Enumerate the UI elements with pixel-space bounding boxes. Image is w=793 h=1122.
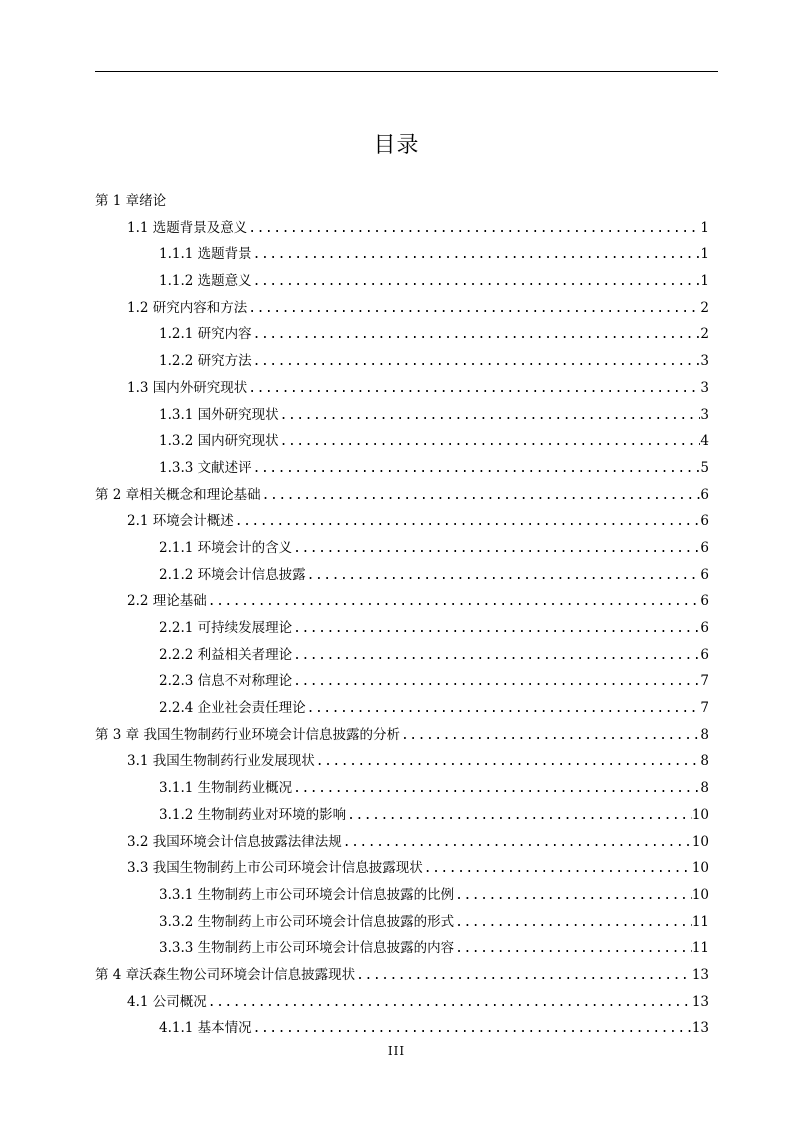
toc-entry-page-number: 8 — [700, 753, 709, 770]
dot-leader — [292, 776, 700, 802]
toc-entry-page-number: 2 — [700, 299, 709, 316]
dot-leader — [454, 910, 692, 936]
toc-entry-title: 2.1.1 环境会计的含义 — [159, 539, 293, 556]
toc-entry[interactable] — [95, 241, 709, 268]
dot-leader — [279, 429, 701, 455]
toc-entry-title: 3.1 我国生物制药行业发展现状 — [127, 753, 315, 770]
toc-entry[interactable] — [95, 829, 709, 856]
table-of-contents — [95, 188, 709, 1042]
dot-leader — [252, 456, 701, 482]
toc-entry[interactable] — [95, 375, 709, 402]
toc-entry-page-number: 10 — [691, 886, 709, 903]
toc-entry[interactable] — [95, 642, 709, 669]
toc-entry-title: 3.3.2 生物制药上市公司环境会计信息披露的形式 — [159, 913, 455, 930]
toc-entry[interactable] — [95, 695, 709, 722]
toc-entry[interactable] — [95, 588, 709, 615]
toc-entry[interactable] — [95, 215, 709, 242]
toc-entry-title: 3.3 我国生物制药上市公司环境会计信息披露现状 — [127, 860, 423, 877]
dot-leader — [454, 936, 692, 962]
toc-entry[interactable] — [95, 455, 709, 482]
dot-leader — [400, 723, 700, 749]
dot-leader — [292, 616, 700, 642]
toc-entry-page-number: 6 — [700, 593, 709, 610]
toc-entry-page-number: 1 — [700, 219, 709, 236]
toc-entry-title: 3.2 我国环境会计信息披露法律法规 — [127, 833, 342, 850]
toc-entry[interactable] — [95, 268, 709, 295]
toc-entry-title: 2.2.2 利益相关者理论 — [159, 646, 293, 663]
toc-entry-title: 2.1 环境会计概述 — [127, 513, 234, 530]
dot-leader — [279, 403, 701, 429]
toc-entry-title: 2.2.1 可持续发展理论 — [159, 620, 293, 636]
dot-leader — [252, 1016, 692, 1042]
toc-entry[interactable] — [95, 402, 709, 429]
toc-entry[interactable] — [95, 802, 709, 829]
toc-entry-page-number: 3 — [700, 406, 709, 423]
dot-leader — [252, 269, 701, 295]
toc-entry-page-number: 7 — [700, 700, 709, 717]
toc-entry-title: 3.1.1 生物制药业概况 — [159, 780, 293, 797]
dot-leader — [342, 830, 692, 856]
toc-entry-page-number: 2 — [700, 326, 709, 343]
dot-leader — [292, 536, 700, 562]
toc-entry-page-number: 6 — [700, 486, 709, 503]
toc-entry[interactable] — [95, 748, 709, 775]
dot-leader — [315, 749, 701, 775]
toc-entry-page-number: 3 — [700, 379, 709, 396]
toc-entry-title: 4.1.1 基本情况 — [159, 1020, 252, 1037]
toc-entry-page-number: 13 — [691, 966, 709, 983]
toc-entry[interactable] — [95, 562, 709, 589]
toc-entry-page-number: 8 — [700, 726, 709, 743]
toc-entry-title: 1.3.1 国外研究现状 — [159, 406, 279, 423]
toc-entry-title: 4.1 公司概况 — [127, 993, 207, 1010]
toc-entry[interactable] — [95, 321, 709, 348]
toc-entry-page-number: 13 — [691, 993, 709, 1010]
dot-leader — [252, 349, 701, 375]
toc-entry-title: 1.3.3 文献述评 — [159, 459, 252, 476]
header-rule — [95, 71, 718, 72]
toc-entry-title: 第 2 章相关概念和理论基础 — [95, 486, 261, 503]
toc-entry-title: 第 4 章沃森生物公司环境会计信息披露现状 — [95, 966, 356, 983]
toc-entry[interactable] — [95, 188, 709, 215]
toc-entry-page-number: 3 — [700, 353, 709, 370]
dot-leader — [247, 296, 700, 322]
toc-entry-page-number: 4 — [700, 433, 709, 450]
toc-entry-page-number: 11 — [691, 940, 709, 957]
toc-entry-title: 2.1.2 环境会计信息披露 — [159, 566, 306, 583]
toc-entry[interactable] — [95, 882, 709, 909]
toc-entry-title: 2.2.3 信息不对称理论 — [159, 673, 293, 690]
toc-entry[interactable] — [95, 535, 709, 562]
toc-entry-page-number: 1 — [700, 273, 709, 290]
toc-entry-page-number: 6 — [700, 646, 709, 663]
toc-entry[interactable] — [95, 855, 709, 882]
toc-entry-page-number: 10 — [691, 860, 709, 877]
toc-entry-title: 1.1.1 选题背景 — [159, 246, 252, 263]
dot-leader — [292, 643, 700, 669]
toc-entry[interactable] — [95, 482, 709, 509]
toc-entry-title: 1.2 研究内容和方法 — [127, 299, 248, 316]
toc-entry-page-number: 11 — [691, 913, 709, 930]
dot-leader — [346, 803, 692, 829]
toc-entry[interactable] — [95, 668, 709, 695]
toc-entry-title: 3.3.1 生物制药上市公司环境会计信息披露的比例 — [159, 886, 455, 903]
toc-entry-page-number: 7 — [700, 673, 709, 690]
dot-leader — [355, 963, 692, 989]
dot-leader — [292, 669, 700, 695]
toc-entry[interactable] — [95, 295, 709, 322]
toc-entry-page-number: 6 — [700, 566, 709, 583]
page-title: 目录 — [373, 133, 420, 158]
toc-entry-title: 3.3.3 生物制药上市公司环境会计信息披露的内容 — [159, 940, 455, 957]
toc-entry-page-number: 6 — [700, 620, 709, 636]
toc-entry-page-number: 6 — [700, 539, 709, 556]
toc-entry-title: 2.2.4 企业社会责任理论 — [159, 700, 306, 717]
dot-leader — [252, 322, 701, 348]
toc-entry[interactable] — [95, 962, 709, 989]
dot-leader — [207, 990, 692, 1016]
toc-entry[interactable] — [95, 428, 709, 455]
dot-leader — [247, 216, 700, 242]
toc-entry-title: 1.1.2 选题意义 — [159, 273, 252, 290]
dot-leader — [207, 589, 701, 615]
dot-leader — [306, 563, 701, 589]
dot-leader — [423, 856, 692, 882]
dot-leader — [234, 509, 701, 535]
dot-leader — [247, 376, 700, 402]
toc-entry[interactable] — [95, 722, 709, 749]
toc-entry-title: 1.2.1 研究内容 — [159, 326, 252, 343]
toc-entry-title: 1.3 国内外研究现状 — [127, 379, 248, 396]
toc-entry[interactable] — [95, 508, 709, 535]
toc-entry[interactable] — [95, 935, 709, 962]
toc-entry-page-number: 10 — [691, 806, 709, 823]
dot-leader — [261, 483, 701, 509]
toc-entry-title: 1.2.2 研究方法 — [159, 353, 252, 370]
toc-entry-page-number: 13 — [691, 1020, 709, 1037]
toc-entry[interactable] — [95, 909, 709, 936]
toc-entry-title: 第 3 章 我国生物制药行业环境会计信息披露的分析 — [95, 726, 400, 743]
toc-entry-page-number: 1 — [700, 246, 709, 263]
toc-entry-title: 第 1 章绪论 — [95, 193, 167, 209]
toc-entry[interactable] — [95, 348, 709, 375]
toc-entry-page-number: 6 — [700, 513, 709, 530]
toc-entry[interactable] — [95, 615, 709, 642]
dot-leader — [252, 242, 701, 268]
toc-entry-title: 2.2 理论基础 — [127, 593, 207, 610]
dot-leader — [306, 696, 701, 722]
toc-entry-title: 1.3.2 国内研究现状 — [159, 433, 279, 450]
toc-entry-title: 1.1 选题背景及意义 — [127, 219, 248, 236]
toc-entry[interactable] — [95, 989, 709, 1016]
toc-entry-title: 3.1.2 生物制药业对环境的影响 — [159, 806, 347, 823]
toc-entry-page-number: 10 — [691, 833, 709, 850]
toc-entry[interactable] — [95, 1015, 709, 1042]
toc-entry[interactable] — [95, 775, 709, 802]
toc-entry-page-number: 8 — [700, 780, 709, 797]
dot-leader — [454, 883, 692, 909]
footer-page-number: III — [387, 1044, 406, 1058]
toc-entry-page-number: 5 — [700, 459, 709, 476]
